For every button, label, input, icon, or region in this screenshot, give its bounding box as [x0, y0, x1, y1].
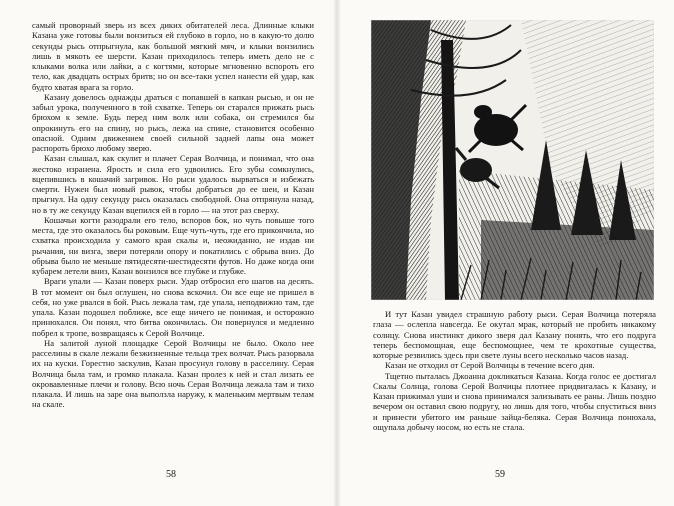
left-paragraph-3: Казан слышал, как скулит и плачет Серая Волчица, и понимал, что она жестоко изранена. Ярость и сила его удвоились. Его зубы сомкнулись, вцепившись в кошачий загривок. Но рыси удалось вырваться и избежать смерти. Нужен был новый рывок, чтобы добраться до ее шеи, и Казан прыгнул. На одну секунду рысь оказалась свободной. Она отпрянула назад, но в ту же секунду Казан вцепился ей в горло — на этот раз сверху. [32, 153, 314, 215]
left-page-text [32, 20, 314, 410]
right-page [337, 0, 674, 506]
right-page-text [373, 309, 656, 432]
left-page-number: 58 [166, 469, 176, 480]
right-page-number: 59 [495, 469, 505, 480]
engraving-illustration [371, 20, 654, 300]
right-paragraph-3: Тщетно пыталась Джоанна докликаться Казана. Когда голос ее достигал Скалы Солнца, голова Серой Волчицы плотнее придвигалась к Казану, и Казан прижимал уши и снова принимался зализывать ее раны. Лишь поздно вечером он оставил свою подругу, но лишь для того, чтобы спуститься вниз и принести убитого им раньше зайца-беляка. Серая Волчица понюхала, ощупала добычу носом, но есть не стала. [373, 370, 656, 432]
left-paragraph-5: Враги упали — Казан поверх рыси. Удар отбросил его шагов на десять. В тот момент он был оглушен, но снова вскочил. Он все еще не пришел в себя, но уже рвался в бой. Рысь лежала там, где упала, неподвижно там, где упала. Казан подошел поближе, все еще ничего не понимая, и осторожно принюхался. Он понял, что битва окончилась. Он повернулся и медленно побрел к тропе, возвращаясь к Серой Волчице. [32, 276, 314, 338]
right-paragraph-1: И тут Казан увидел страшную работу рыси. Серая Волчица потеряла глаза — ослепла навсегда. Ее окутал мрак, который не пробить никакому солнцу. Снова инстинкт дикого зверя дал Казану понять, что его подруга теперь беспомощная, еще беспомощнее, чем те крохотные существа, которые резвились здесь при свете луны всего несколько часов назад. [373, 309, 656, 360]
right-paragraph-2: Казан не отходил от Серой Волчицы в течение всего дня. [385, 360, 595, 371]
left-paragraph-4: Кошачьи когти разодрали его тело, вспоров бок, но чуть повыше того места, где это оказалось бы роковым. Еще чуть-чуть, где его прикончила, но схватка происходила у самого края скалы и, неожиданно, не издав ни рычания, ни визга, звери потеряли опору и покатились с обрыва вниз. До обрыва было не меньше пятидесяти-шестидесяти футов. Но даже когда они кубарем летели вниз, Казан вонзился все глубже и глубже. [32, 214, 314, 276]
left-paragraph-1: самый проворный зверь из всех диких обитателей леса. Длинные клыки Казана уже готовы были вонзиться ей глубоко в горло, но в какую-то долю секунды рысь отпрыгнула, как большой мягкий мяч, и клыки вонзились лишь в мякоть ее шерсти. Казан приходилось теперь иметь дело не с клыками волка или лайки, а с когтями, которые мгновенно вспороть его тело, как двадцать острых бритв; но он все-таки успел нанести ей удар, как будто хватая врага за горло. [32, 20, 314, 92]
left-paragraph-6: На залитой луной площадке Серой Волчицы не было. Около нее расселины в скале лежали безжизненные тельца трех волчат. Рысь разорвала их на куски. Горестно заскулив, Казан просунул голову в расселину. Серая Волчица была там, и громко плакала. Казан пролез к ней и стал лизать ее окровавленные плечи и голову. Всю ночь Серая Волчица лежала там и тихо плакала. И лишь на заре она выползла наружу, к маленьким мертвым телам на скале. [32, 337, 314, 410]
left-paragraph-2: Казану довелось однажды драться с попавшей в капкан рысью, и он не забыл урока, полученного в той схватке. Теперь он старался прижать рысь брюхом к земле. Будь перед ним волк или собака, он стремился бы опрокинуть его на спину, но рысь, лежа на спине, становится особенно опасной. Одним движением своей сильной задней лапы она может распороть брюхо любому зверю. [32, 91, 314, 153]
